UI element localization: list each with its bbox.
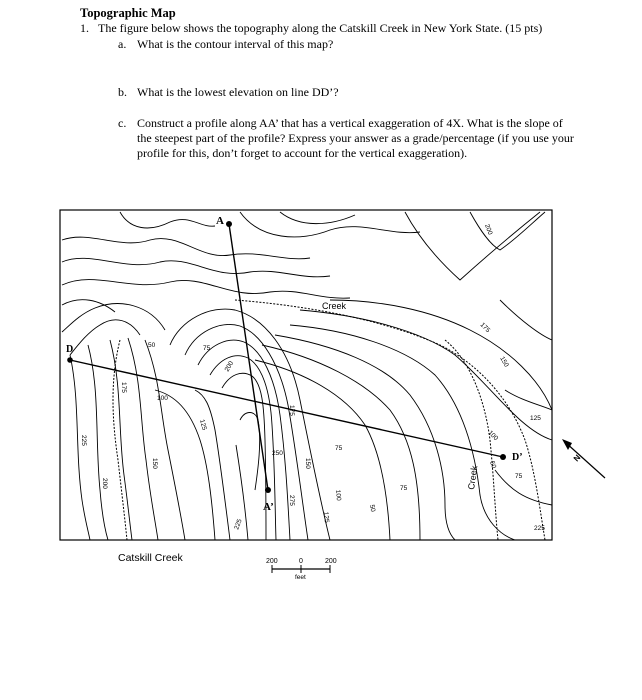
- north-arrow-head: [562, 439, 572, 450]
- north-label: N: [571, 453, 583, 464]
- north-arrow-line: [565, 442, 605, 478]
- profile-line-dd: [70, 360, 503, 457]
- contour-label: 75: [400, 485, 408, 492]
- contour-line: [275, 335, 455, 540]
- scale-mid-label: 0: [299, 558, 303, 565]
- creek-lines: [113, 300, 545, 540]
- point-a-marker: [226, 221, 232, 227]
- contour-line: [88, 345, 108, 540]
- contour-label: 250: [272, 450, 283, 457]
- contour-label: 100: [486, 429, 500, 443]
- contour-line: [62, 237, 310, 259]
- contour-line: [240, 413, 260, 491]
- contour-line: [240, 212, 420, 237]
- contour-line: [280, 212, 355, 224]
- contour-line: [62, 280, 350, 299]
- part-text: Construct a profile along AA’ that has a vertical exaggeration of 4X. What is the slope of the steepest part of the profile? Express your answer as a grade/percentage (if you use your profile for this, don’t forget to account for the vertical exaggeration).: [137, 116, 574, 160]
- point-a-label: A: [216, 215, 224, 227]
- contour-line: [495, 470, 552, 505]
- contour-label: 125: [322, 511, 330, 523]
- contour-label: 150: [498, 355, 510, 369]
- scale-left-label: 200: [266, 558, 278, 565]
- point-d-prime-label: D’: [512, 452, 523, 463]
- contour-line: [62, 258, 330, 277]
- scale-bar: [266, 558, 337, 581]
- contour-label: 125: [530, 415, 541, 422]
- contour-line: [70, 320, 140, 355]
- scale-unit-label: feet: [295, 574, 306, 581]
- contour-label: 200: [223, 360, 236, 373]
- part-label: b.: [118, 85, 127, 99]
- page-title: Topographic Map: [80, 6, 176, 20]
- creek-label: Creek: [466, 465, 480, 491]
- contour-label: 150: [151, 458, 158, 469]
- map-caption: Catskill Creek: [118, 552, 183, 564]
- part-label: c.: [118, 116, 127, 130]
- contour-label: 75: [203, 345, 211, 352]
- part-text: What is the contour interval of this map?: [137, 37, 334, 51]
- contour-label: 175: [478, 321, 492, 335]
- contour-label: 200: [483, 223, 494, 236]
- part-label: a.: [118, 37, 127, 51]
- contour-line: [262, 345, 420, 540]
- contour-label: 225: [80, 435, 87, 446]
- contour-label: 50: [488, 460, 498, 470]
- contour-label: 75: [515, 473, 523, 480]
- point-a-prime-marker: [265, 487, 271, 493]
- contour-line: [62, 300, 115, 312]
- contour-label: 175: [288, 405, 295, 416]
- contour-line: [405, 212, 540, 280]
- point-d-marker: [67, 357, 73, 363]
- north-arrow: [562, 439, 605, 478]
- point-a-prime-label: A’: [263, 501, 274, 513]
- point-d-prime-marker: [500, 454, 506, 460]
- question-number: 1.: [80, 21, 89, 35]
- contour-label: 50: [148, 342, 156, 349]
- contour-label: 75: [335, 445, 343, 452]
- profile-line-aa: [229, 224, 268, 490]
- contour-line: [290, 325, 515, 540]
- question-text: The figure below shows the topography along the Catskill Creek in New York State. (15 pts): [98, 21, 543, 35]
- contour-line: [70, 355, 90, 540]
- contour-label: 150: [304, 458, 311, 469]
- contour-label: 225: [233, 518, 244, 531]
- contour-line: [195, 390, 230, 540]
- contour-label: 50: [368, 504, 377, 513]
- contour-label: 100: [157, 395, 168, 402]
- contour-line: [505, 390, 552, 410]
- contour-line: [500, 300, 552, 340]
- contour-line: [120, 212, 215, 228]
- creek-label: Creek: [322, 301, 347, 311]
- contour-label: 100: [334, 489, 342, 501]
- contour-line: [145, 340, 185, 540]
- contour-label: 125: [198, 418, 208, 432]
- contour-line: [155, 390, 215, 540]
- point-d-label: D: [66, 344, 74, 355]
- contour-line: [128, 338, 158, 540]
- contour-label: 275: [288, 495, 295, 506]
- contour-line: [198, 340, 290, 540]
- contour-label: 175: [120, 382, 127, 393]
- contour-line: [330, 300, 552, 410]
- contour-label: 225: [534, 525, 545, 532]
- contour-lines: [62, 212, 552, 540]
- contour-label: 200: [101, 478, 108, 489]
- contour-line: [62, 304, 165, 332]
- part-text: What is the lowest elevation on line DD’?: [137, 85, 339, 99]
- contour-line: [470, 212, 545, 250]
- scale-right-label: 200: [325, 558, 337, 565]
